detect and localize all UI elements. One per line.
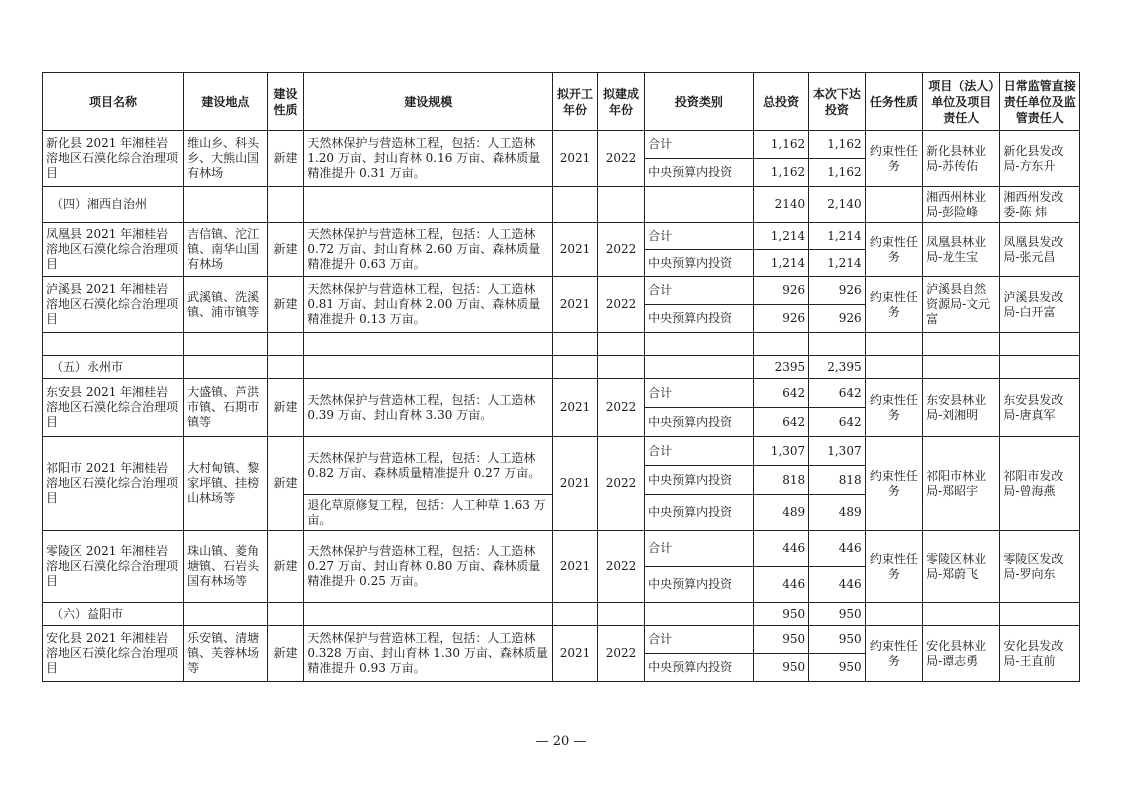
project-name: 泸溪县 2021 年湘桂岩溶地区石漠化综合治理项目 <box>43 277 184 333</box>
invest-type: 合计 <box>645 223 754 250</box>
batch-investment: 1,307 <box>809 437 865 466</box>
page-number: — 20 — <box>535 734 587 749</box>
project-location: 珠山镇、菱角塘镇、石岩头国有林场等 <box>184 531 268 603</box>
task-nature: 约束性任务 <box>865 379 922 437</box>
project-location: 武溪镇、洗溪镇、浦市镇等 <box>184 277 268 333</box>
project-end-year: 2022 <box>598 379 645 437</box>
table-row <box>43 131 1080 159</box>
batch-investment: 1,162 <box>809 131 865 159</box>
project-name: 零陵区 2021 年湘桂岩溶地区石漠化综合治理项目 <box>43 531 184 603</box>
batch-investment: 1,162 <box>809 159 865 187</box>
header-row <box>43 73 1080 131</box>
invest-type: 合计 <box>645 379 754 408</box>
table-row <box>43 437 1080 466</box>
blank-row <box>43 333 1080 356</box>
project-name: 东安县 2021 年湘桂岩溶地区石漠化综合治理项目 <box>43 379 184 437</box>
project-scale: 天然林保护与营造林工程，包括：人工造林 1.20 万亩、封山育林 0.16 万亩、森林质量精准提升 0.31 万亩。 <box>304 131 553 187</box>
supervisor: 东安县发改局-唐真军 <box>1000 379 1080 437</box>
header-end-year: 拟建成年份 <box>598 73 645 131</box>
supervisor: 凤凰县发改局-张元昌 <box>1000 223 1080 277</box>
table-row <box>43 531 1080 567</box>
project-nature: 新建 <box>267 531 304 603</box>
legal-unit: 东安县林业局-刘湘明 <box>923 379 1000 437</box>
total-investment: 1,214 <box>753 250 808 277</box>
project-end-year: 2022 <box>598 531 645 603</box>
project-end-year: 2022 <box>598 626 645 682</box>
supervisor: 湘西州发改委-陈 炜 <box>1000 187 1080 223</box>
section-total: 2140 <box>753 187 808 223</box>
project-end-year: 2022 <box>598 131 645 187</box>
project-name: 祁阳市 2021 年湘桂岩溶地区石漠化综合治理项目 <box>43 437 184 531</box>
project-end-year: 2022 <box>598 277 645 333</box>
header-total: 总投资 <box>753 73 808 131</box>
header-name: 项目名称 <box>43 73 184 131</box>
total-investment: 1,162 <box>753 159 808 187</box>
legal-unit: 凤凰县林业局-龙生宝 <box>923 223 1000 277</box>
project-nature: 新建 <box>267 437 304 531</box>
supervisor: 泸溪县发改局-白开富 <box>1000 277 1080 333</box>
supervisor: 新化县发改局-方东升 <box>1000 131 1080 187</box>
invest-type: 中央预算内投资 <box>645 408 754 437</box>
total-investment: 446 <box>753 567 808 603</box>
supervisor: 安化县发改局-王直前 <box>1000 626 1080 682</box>
project-scale-2: 退化草原修复工程，包括：人工种草 1.63 万亩。 <box>304 495 553 531</box>
project-location: 维山乡、科头乡、大熊山国有林场 <box>184 131 268 187</box>
legal-unit: 祁阳市林业局-郑昭宇 <box>923 437 1000 531</box>
supervisor: 祁阳市发改局-曾海燕 <box>1000 437 1080 531</box>
batch-investment: 818 <box>809 466 865 495</box>
project-scale: 天然林保护与营造林工程，包括：人工造林 0.27 万亩、封山育林 0.80 万亩、森林质量精准提升 0.25 万亩。 <box>304 531 553 603</box>
section-total: 2395 <box>753 356 808 379</box>
section-batch: 950 <box>809 603 865 626</box>
supervisor: 零陵区发改局-罗向东 <box>1000 531 1080 603</box>
invest-type: 中央预算内投资 <box>645 305 754 333</box>
project-location: 吉信镇、沱江镇、南华山国有林场 <box>184 223 268 277</box>
batch-investment: 642 <box>809 379 865 408</box>
total-investment: 818 <box>753 466 808 495</box>
task-nature: 约束性任务 <box>865 531 922 603</box>
legal-unit: 零陵区林业局-郑蔚飞 <box>923 531 1000 603</box>
project-start-year: 2021 <box>553 626 598 682</box>
project-scale: 天然林保护与营造林工程，包括：人工造林 0.82 万亩、森林质量精准提升 0.27 万亩。 <box>304 437 553 495</box>
project-nature: 新建 <box>267 626 304 682</box>
total-investment: 642 <box>753 379 808 408</box>
total-investment: 642 <box>753 408 808 437</box>
invest-type: 中央预算内投资 <box>645 654 754 682</box>
section-name: （五）永州市 <box>43 356 184 379</box>
header-legal-unit: 项目（法人）单位及项目责任人 <box>923 73 1000 131</box>
batch-investment: 446 <box>809 531 865 567</box>
project-start-year: 2021 <box>553 379 598 437</box>
project-nature: 新建 <box>267 379 304 437</box>
project-name: 凤凰县 2021 年湘桂岩溶地区石漠化综合治理项目 <box>43 223 184 277</box>
table-row <box>43 223 1080 250</box>
project-scale: 天然林保护与营造林工程，包括：人工造林 0.72 万亩、封山育林 2.60 万亩、森林质量精准提升 0.63 万亩。 <box>304 223 553 277</box>
section-batch: 2,395 <box>809 356 865 379</box>
task-nature: 约束性任务 <box>865 437 922 531</box>
header-location: 建设地点 <box>184 73 268 131</box>
invest-type: 合计 <box>645 626 754 654</box>
invest-type: 中央预算内投资 <box>645 495 754 531</box>
project-location: 大村甸镇、黎家坪镇、挂榜山林场等 <box>184 437 268 531</box>
task-nature: 约束性任务 <box>865 277 922 333</box>
invest-type: 合计 <box>645 131 754 159</box>
section-batch: 2,140 <box>809 187 865 223</box>
total-investment: 1,214 <box>753 223 808 250</box>
table-row <box>43 277 1080 305</box>
batch-investment: 926 <box>809 277 865 305</box>
project-scale: 天然林保护与营造林工程，包括：人工造林 0.39 万亩、封山育林 3.30 万亩。 <box>304 379 553 437</box>
project-start-year: 2021 <box>553 223 598 277</box>
invest-type: 合计 <box>645 437 754 466</box>
project-name: 新化县 2021 年湘桂岩溶地区石漠化综合治理项目 <box>43 131 184 187</box>
header-nature: 建设性质 <box>267 73 304 131</box>
project-end-year: 2022 <box>598 223 645 277</box>
section-row <box>43 187 1080 223</box>
project-location: 乐安镇、清塘镇、芙蓉林场等 <box>184 626 268 682</box>
section-name: （四）湘西自治州 <box>43 187 184 223</box>
header-this-batch: 本次下达投资 <box>809 73 865 131</box>
section-row <box>43 603 1080 626</box>
section-total: 950 <box>753 603 808 626</box>
invest-type: 合计 <box>645 277 754 305</box>
header-task: 任务性质 <box>865 73 922 131</box>
legal-unit: 新化县林业局-苏传佑 <box>923 131 1000 187</box>
project-nature: 新建 <box>267 131 304 187</box>
batch-investment: 446 <box>809 567 865 603</box>
project-start-year: 2021 <box>553 437 598 531</box>
project-location: 大盛镇、芦洪市镇、石期市镇等 <box>184 379 268 437</box>
invest-type: 中央预算内投资 <box>645 567 754 603</box>
header-supervisor: 日常监管直接责任单位及监管责任人 <box>1000 73 1080 131</box>
total-investment: 489 <box>753 495 808 531</box>
legal-unit: 安化县林业局-谭志勇 <box>923 626 1000 682</box>
batch-investment: 489 <box>809 495 865 531</box>
header-invest-type: 投资类别 <box>645 73 754 131</box>
batch-investment: 1,214 <box>809 250 865 277</box>
batch-investment: 926 <box>809 305 865 333</box>
project-start-year: 2021 <box>553 531 598 603</box>
project-nature: 新建 <box>267 277 304 333</box>
legal-unit: 湘西州林业局-彭险峰 <box>923 187 1000 223</box>
header-start-year: 拟开工年份 <box>553 73 598 131</box>
table-row <box>43 379 1080 408</box>
legal-unit: 泸溪县自然资源局-文元富 <box>923 277 1000 333</box>
invest-type: 中央预算内投资 <box>645 250 754 277</box>
section-name: （六）益阳市 <box>43 603 184 626</box>
batch-investment: 1,214 <box>809 223 865 250</box>
project-scale: 天然林保护与营造林工程，包括：人工造林 0.328 万亩、封山育林 1.30 万亩、森林质量精准提升 0.93 万亩。 <box>304 626 553 682</box>
task-nature: 约束性任务 <box>865 131 922 187</box>
project-start-year: 2021 <box>553 277 598 333</box>
table-row <box>43 626 1080 654</box>
batch-investment: 642 <box>809 408 865 437</box>
invest-type: 中央预算内投资 <box>645 159 754 187</box>
project-name: 安化县 2021 年湘桂岩溶地区石漠化综合治理项目 <box>43 626 184 682</box>
batch-investment: 950 <box>809 654 865 682</box>
invest-type: 中央预算内投资 <box>645 466 754 495</box>
project-scale: 天然林保护与营造林工程，包括：人工造林 0.81 万亩、封山育林 2.00 万亩、森林质量精准提升 0.13 万亩。 <box>304 277 553 333</box>
total-investment: 1,162 <box>753 131 808 159</box>
task-nature: 约束性任务 <box>865 626 922 682</box>
section-row <box>43 356 1080 379</box>
total-investment: 446 <box>753 531 808 567</box>
batch-investment: 950 <box>809 626 865 654</box>
total-investment: 950 <box>753 626 808 654</box>
task-nature: 约束性任务 <box>865 223 922 277</box>
project-start-year: 2021 <box>553 131 598 187</box>
total-investment: 950 <box>753 654 808 682</box>
invest-type: 合计 <box>645 531 754 567</box>
project-nature: 新建 <box>267 223 304 277</box>
total-investment: 926 <box>753 305 808 333</box>
total-investment: 1,307 <box>753 437 808 466</box>
header-scale: 建设规模 <box>304 73 553 131</box>
project-end-year: 2022 <box>598 437 645 531</box>
total-investment: 926 <box>753 277 808 305</box>
project-table <box>42 72 1080 682</box>
